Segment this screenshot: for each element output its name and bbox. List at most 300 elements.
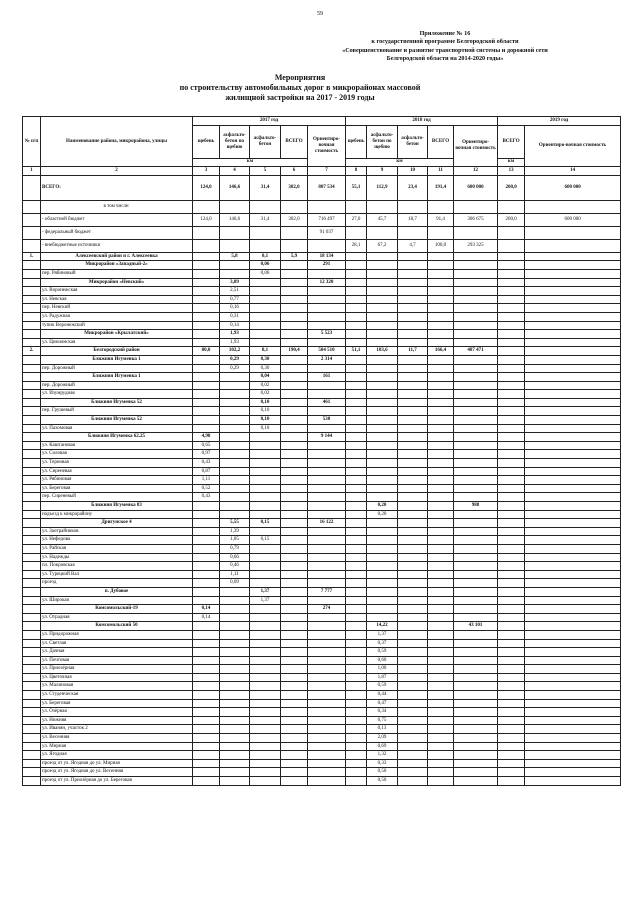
value-cell: 487 471	[454, 347, 498, 356]
table-row	[23, 553, 621, 562]
value-cell	[281, 373, 308, 382]
value-cell	[308, 562, 346, 571]
value-cell	[498, 699, 525, 708]
value-cell	[281, 648, 308, 657]
value-cell	[220, 777, 250, 786]
value-cell	[250, 527, 281, 536]
value-cell	[428, 459, 454, 468]
value-cell	[250, 502, 281, 511]
value-cell	[398, 699, 428, 708]
value-cell	[398, 673, 428, 682]
value-cell	[367, 613, 398, 622]
value-cell	[498, 596, 525, 605]
value-cell	[525, 390, 621, 399]
value-cell: 200,0	[498, 175, 525, 200]
value-cell	[398, 725, 428, 734]
value-cell: 1,11	[220, 570, 250, 579]
colnum: 12	[454, 167, 498, 176]
value-cell	[308, 622, 346, 631]
value-cell: 14,22	[367, 622, 398, 631]
value-cell	[498, 768, 525, 777]
value-cell	[454, 734, 498, 743]
value-cell: 0,60	[367, 656, 398, 665]
value-cell	[281, 570, 308, 579]
header-asfalto: асфальто-бетон	[250, 125, 281, 158]
value-cell	[308, 579, 346, 588]
row-name-cell: ул. Иванян, участок 2	[41, 725, 193, 734]
value-cell	[398, 269, 428, 278]
value-cell: 102,2	[220, 347, 250, 356]
value-cell: 0,75	[367, 716, 398, 725]
row-name-cell: ул. Рябиновая	[41, 476, 193, 485]
value-cell	[193, 673, 220, 682]
value-cell	[398, 200, 428, 213]
value-cell	[308, 691, 346, 700]
value-cell	[308, 295, 346, 304]
value-cell	[428, 287, 454, 296]
appendix-line: Приложение № 16	[419, 30, 471, 37]
value-cell	[498, 656, 525, 665]
value-cell	[398, 751, 428, 760]
value-cell: 200,0	[498, 213, 525, 226]
value-cell	[281, 536, 308, 545]
value-cell	[346, 398, 367, 407]
value-cell	[193, 622, 220, 631]
table-row	[23, 424, 621, 433]
table-row	[23, 476, 621, 485]
value-cell	[428, 338, 454, 347]
value-cell	[398, 510, 428, 519]
value-cell	[454, 407, 498, 416]
value-cell	[250, 639, 281, 648]
value-cell	[308, 450, 346, 459]
value-cell	[428, 562, 454, 571]
value-cell	[220, 725, 250, 734]
value-cell	[398, 398, 428, 407]
value-cell	[220, 751, 250, 760]
value-cell: 45,7	[367, 213, 398, 226]
value-cell	[525, 355, 621, 364]
value-cell	[398, 278, 428, 287]
table-row	[23, 459, 621, 468]
value-cell	[193, 562, 220, 571]
value-cell	[398, 742, 428, 751]
value-cell	[308, 338, 346, 347]
value-cell	[367, 587, 398, 596]
table-row	[23, 519, 621, 528]
value-cell	[525, 768, 621, 777]
value-cell	[346, 716, 367, 725]
row-number-cell	[23, 562, 41, 571]
value-cell: 1,37	[250, 587, 281, 596]
value-cell: 103,6	[367, 347, 398, 356]
value-cell	[398, 691, 428, 700]
value-cell	[250, 742, 281, 751]
value-cell: 18 134	[308, 252, 346, 261]
row-number-cell	[23, 493, 41, 502]
header-vsego: ВСЕГО	[281, 125, 308, 158]
row-number-cell	[23, 364, 41, 373]
value-cell	[525, 381, 621, 390]
row-name-cell: Комсомольский 50	[41, 622, 193, 631]
value-cell	[193, 527, 220, 536]
value-cell	[498, 476, 525, 485]
value-cell	[346, 200, 367, 213]
table-row	[23, 373, 621, 382]
value-cell	[398, 459, 428, 468]
value-cell	[525, 587, 621, 596]
value-cell	[220, 605, 250, 614]
value-cell	[250, 278, 281, 287]
value-cell	[428, 596, 454, 605]
row-number-cell	[23, 656, 41, 665]
table-row	[23, 287, 621, 296]
value-cell: 1,05	[220, 536, 250, 545]
value-cell	[498, 579, 525, 588]
value-cell	[454, 278, 498, 287]
value-cell	[454, 759, 498, 768]
value-cell: 4,7	[398, 239, 428, 252]
value-cell	[281, 398, 308, 407]
row-name-cell: тупик Воронежский	[41, 321, 193, 330]
value-cell: 5,55	[220, 519, 250, 528]
value-cell	[367, 226, 398, 239]
row-name-cell: пер. Дорожный	[41, 364, 193, 373]
value-cell	[346, 777, 367, 786]
value-cell	[346, 390, 367, 399]
value-cell	[193, 252, 220, 261]
row-number-cell	[23, 287, 41, 296]
table-row	[23, 691, 621, 700]
value-cell	[308, 239, 346, 252]
table-row	[23, 725, 621, 734]
row-name-cell: пер. Рябиновый	[41, 269, 193, 278]
row-name-cell: ул. Озёрная	[41, 708, 193, 717]
value-cell	[428, 398, 454, 407]
value-cell	[398, 321, 428, 330]
value-cell	[525, 433, 621, 442]
value-cell: 1,87	[367, 673, 398, 682]
table-row	[23, 239, 621, 252]
table-row	[23, 484, 621, 493]
value-cell	[454, 605, 498, 614]
row-name-cell: проезд от ул. Приозёрная до ул. Береговая	[41, 777, 193, 786]
value-cell	[498, 622, 525, 631]
value-cell	[367, 416, 398, 425]
value-cell	[428, 691, 454, 700]
value-cell	[250, 562, 281, 571]
value-cell	[220, 450, 250, 459]
value-cell	[498, 536, 525, 545]
value-cell	[398, 252, 428, 261]
value-cell	[398, 433, 428, 442]
value-cell	[367, 527, 398, 536]
table-row	[23, 175, 621, 200]
value-cell	[454, 579, 498, 588]
table-row	[23, 416, 621, 425]
value-cell	[454, 476, 498, 485]
value-cell	[346, 433, 367, 442]
row-name-cell: ул. Надежды	[41, 553, 193, 562]
value-cell	[398, 768, 428, 777]
value-cell	[428, 304, 454, 313]
value-cell	[498, 390, 525, 399]
value-cell	[193, 312, 220, 321]
value-cell	[193, 777, 220, 786]
appendix-line: к государственной программе Белгородской области	[371, 38, 519, 46]
value-cell	[428, 484, 454, 493]
row-number-cell: 2.	[23, 347, 41, 356]
value-cell: 31,4	[250, 213, 281, 226]
value-cell	[346, 330, 367, 339]
value-cell: 0,59	[367, 648, 398, 657]
value-cell	[454, 665, 498, 674]
value-cell	[367, 605, 398, 614]
colnum: 2	[41, 167, 193, 176]
value-cell	[367, 519, 398, 528]
row-name-cell: Ближняя Игуменка 62.25	[41, 433, 193, 442]
row-number-cell	[23, 441, 41, 450]
value-cell	[281, 484, 308, 493]
row-name-cell: ул. Придорожная	[41, 630, 193, 639]
value-cell	[220, 239, 250, 252]
value-cell	[308, 200, 346, 213]
value-cell	[454, 639, 498, 648]
value-cell	[525, 579, 621, 588]
value-cell	[454, 699, 498, 708]
value-cell	[367, 459, 398, 468]
value-cell	[250, 200, 281, 213]
value-cell	[398, 665, 428, 674]
value-cell	[498, 759, 525, 768]
value-cell	[281, 630, 308, 639]
value-cell	[525, 665, 621, 674]
value-cell	[428, 519, 454, 528]
row-number-cell	[23, 381, 41, 390]
row-number-cell	[23, 269, 41, 278]
value-cell	[498, 398, 525, 407]
header-2019: 2019 год	[498, 117, 621, 126]
value-cell	[428, 424, 454, 433]
value-cell	[428, 682, 454, 691]
table-row	[23, 605, 621, 614]
colnum: 5	[250, 167, 281, 176]
value-cell	[454, 630, 498, 639]
value-cell	[346, 355, 367, 364]
value-cell	[308, 527, 346, 536]
value-cell: 716 497	[308, 213, 346, 226]
value-cell	[428, 570, 454, 579]
value-cell	[398, 416, 428, 425]
value-cell	[193, 321, 220, 330]
value-cell	[193, 630, 220, 639]
value-cell	[525, 527, 621, 536]
value-cell	[498, 562, 525, 571]
value-cell	[250, 716, 281, 725]
value-cell	[367, 570, 398, 579]
value-cell	[308, 536, 346, 545]
value-cell	[193, 699, 220, 708]
value-cell	[498, 239, 525, 252]
value-cell: 0,16	[220, 304, 250, 313]
value-cell	[220, 269, 250, 278]
table-row	[23, 330, 621, 339]
value-cell	[525, 278, 621, 287]
value-cell	[346, 751, 367, 760]
value-cell	[525, 226, 621, 239]
value-cell	[308, 665, 346, 674]
value-cell	[308, 493, 346, 502]
row-number-cell	[23, 751, 41, 760]
value-cell	[220, 630, 250, 639]
value-cell	[281, 742, 308, 751]
row-number-cell	[23, 536, 41, 545]
value-cell	[428, 553, 454, 562]
value-cell: 0,37	[367, 639, 398, 648]
value-cell	[346, 304, 367, 313]
value-cell	[346, 639, 367, 648]
value-cell: 0,52	[193, 484, 220, 493]
value-cell	[498, 665, 525, 674]
value-cell	[281, 450, 308, 459]
row-number-cell	[23, 725, 41, 734]
value-cell	[346, 768, 367, 777]
row-number-cell	[23, 476, 41, 485]
value-cell	[398, 330, 428, 339]
value-cell	[525, 424, 621, 433]
value-cell	[428, 502, 454, 511]
row-name-cell: Ближняя Игуменка 52	[41, 398, 193, 407]
value-cell	[498, 459, 525, 468]
value-cell	[428, 587, 454, 596]
row-number-cell	[23, 200, 41, 213]
value-cell	[250, 682, 281, 691]
value-cell	[346, 536, 367, 545]
table-row	[23, 467, 621, 476]
value-cell	[308, 596, 346, 605]
value-cell: 27,0	[346, 213, 367, 226]
value-cell	[367, 398, 398, 407]
value-cell	[428, 708, 454, 717]
value-cell: 1,37	[367, 630, 398, 639]
value-cell	[346, 381, 367, 390]
row-number-cell	[23, 527, 41, 536]
value-cell	[454, 295, 498, 304]
row-number-cell	[23, 648, 41, 657]
value-cell	[220, 673, 250, 682]
table-row	[23, 510, 621, 519]
value-cell	[367, 321, 398, 330]
value-cell	[428, 467, 454, 476]
value-cell	[454, 777, 498, 786]
value-cell	[525, 269, 621, 278]
value-cell	[454, 338, 498, 347]
value-cell	[281, 390, 308, 399]
row-number-cell	[23, 226, 41, 239]
value-cell	[281, 751, 308, 760]
value-cell	[193, 725, 220, 734]
row-name-cell: ул. Изумрудная	[41, 390, 193, 399]
value-cell	[281, 768, 308, 777]
value-cell	[498, 373, 525, 382]
value-cell: 91 037	[308, 226, 346, 239]
header-asf-po-shch: асфальто-бетон по щебню	[367, 125, 398, 158]
value-cell	[454, 673, 498, 682]
value-cell	[454, 252, 498, 261]
value-cell: 504 510	[308, 347, 346, 356]
row-name-cell: Алексеевский район и г. Алексеевка	[41, 252, 193, 261]
value-cell	[281, 467, 308, 476]
value-cell: 0,13	[367, 725, 398, 734]
value-cell: 1,37	[250, 596, 281, 605]
value-cell	[193, 304, 220, 313]
value-cell	[525, 751, 621, 760]
value-cell	[367, 433, 398, 442]
value-cell	[498, 734, 525, 743]
value-cell: 0,14	[193, 613, 220, 622]
row-name-cell: проезд от ул. Ягодная до ул. Мирная	[41, 759, 193, 768]
value-cell	[525, 759, 621, 768]
value-cell	[346, 519, 367, 528]
value-cell	[498, 355, 525, 364]
title-line: по строительству автомобильных дорог в микрорайонах массовой	[179, 83, 421, 92]
value-cell	[525, 407, 621, 416]
value-cell	[346, 450, 367, 459]
value-cell: 124,0	[193, 175, 220, 200]
value-cell	[281, 562, 308, 571]
value-cell	[308, 304, 346, 313]
value-cell	[367, 287, 398, 296]
value-cell	[346, 725, 367, 734]
row-name-cell: ул. Турецкий Вал	[41, 570, 193, 579]
value-cell	[220, 381, 250, 390]
value-cell: 0,1	[250, 252, 281, 261]
row-number-cell	[23, 330, 41, 339]
header-asf-po-shch: асфальто-бетон по щебню	[220, 125, 250, 158]
table-row	[23, 734, 621, 743]
value-cell	[250, 725, 281, 734]
value-cell	[428, 725, 454, 734]
value-cell: 100,0	[428, 239, 454, 252]
table-row	[23, 648, 621, 657]
value-cell	[250, 441, 281, 450]
table-row	[23, 622, 621, 631]
value-cell	[250, 476, 281, 485]
value-cell	[428, 579, 454, 588]
row-number-cell	[23, 459, 41, 468]
value-cell: 5,9	[281, 252, 308, 261]
value-cell: 1,39	[220, 527, 250, 536]
value-cell: 0,43	[193, 459, 220, 468]
value-cell	[346, 630, 367, 639]
value-cell	[308, 725, 346, 734]
value-cell	[498, 330, 525, 339]
value-cell	[398, 536, 428, 545]
value-cell	[454, 493, 498, 502]
value-cell	[454, 519, 498, 528]
row-number-cell	[23, 544, 41, 553]
value-cell	[346, 287, 367, 296]
value-cell	[346, 596, 367, 605]
row-name-cell: пл. Покровская	[41, 562, 193, 571]
colnum: 13	[498, 167, 525, 176]
value-cell	[367, 407, 398, 416]
value-cell	[281, 699, 308, 708]
value-cell	[398, 407, 428, 416]
value-cell	[220, 716, 250, 725]
value-cell	[454, 355, 498, 364]
header-vsego: ВСЕГО	[498, 125, 525, 158]
